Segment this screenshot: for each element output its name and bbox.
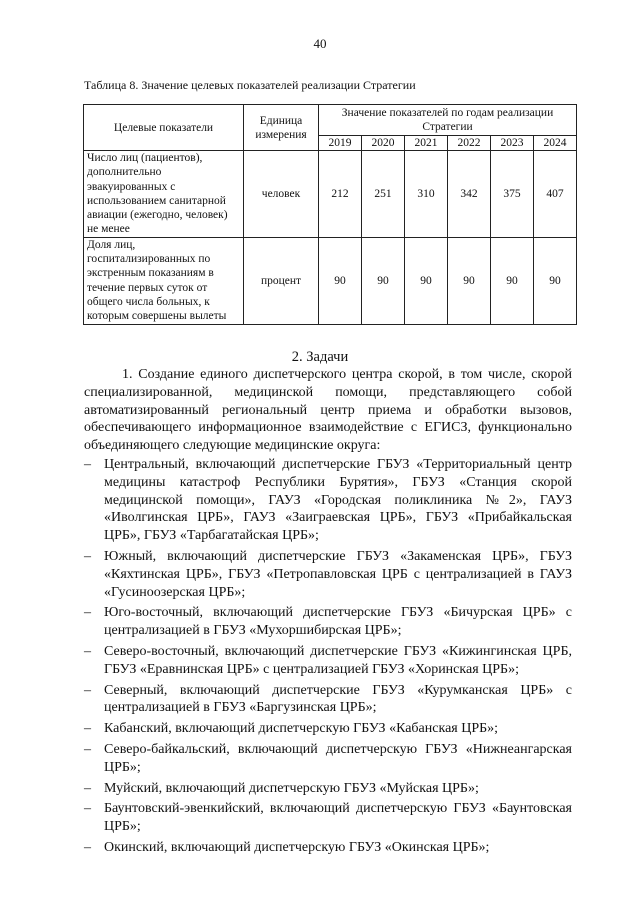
list-item-text: Окинский, включающий диспетчерскую ГБУЗ «Окинская ЦРБ»; bbox=[104, 839, 490, 855]
dash-marker: – bbox=[84, 721, 91, 737]
list-item-text: Северный, включающий диспетчерские ГБУЗ «Курумканская ЦРБ» с централизацией в ГБУЗ «Баргузинская ЦРБ»; bbox=[104, 682, 572, 716]
dash-marker: – bbox=[84, 801, 91, 817]
district-list bbox=[84, 456, 572, 860]
header-year: 2020 bbox=[362, 136, 405, 151]
header-year: 2022 bbox=[448, 136, 491, 151]
list-item-text: Северо-восточный, включающий диспетчерские ГБУЗ «Кижингинская ЦРБ, ГБУЗ «Еравнинская ЦРБ» с централизацией ГБУЗ «Хоринская ЦРБ»; bbox=[104, 643, 572, 677]
row-value: 251 bbox=[362, 151, 405, 238]
dash-marker: – bbox=[84, 780, 91, 796]
row-value: 375 bbox=[491, 151, 534, 238]
header-indicator: Целевые показатели bbox=[84, 105, 244, 151]
table-row bbox=[84, 237, 577, 324]
list-item-text: Центральный, включающий диспетчерские ГБУЗ «Территориальный центр медицины катастроф Республики Бурятия», ГБУЗ «Станция скорой медицинской помощи», ГАУЗ «Городская поликлиника №2», ГАУЗ «Иволгинская ЦРБ», ГАУЗ «Заиграевская ЦРБ», ГБУЗ «Прибайкальская ЦРБ», ГБУЗ «Тарбагатайская ЦРБ»; bbox=[104, 457, 572, 544]
row-indicator: Доля лиц, госпитализированных по экстренным показаниям в течение первых суток от общего числа больных, к которым совершены вылеты bbox=[84, 237, 244, 324]
list-item bbox=[84, 604, 572, 640]
dash-marker: – bbox=[84, 457, 91, 472]
list-item-text: Баунтовский-эвенкийский, включающий диспетчерскую ГБУЗ «Баунтовская ЦРБ»; bbox=[104, 801, 572, 835]
list-item bbox=[84, 839, 572, 857]
header-year: 2023 bbox=[491, 136, 534, 151]
list-item-text: Кабанский, включающий диспетчерскую ГБУЗ «Кабанская ЦРБ»; bbox=[104, 721, 499, 737]
row-value: 342 bbox=[448, 151, 491, 238]
list-item-text: Южный, включающий диспетчерские ГБУЗ «Закаменская ЦРБ», ГБУЗ «Кяхтинская ЦРБ», ГБУЗ «Петропавловская ЦРБ с централизацией в ГАУЗ «Гусиноозерская ЦРБ»; bbox=[104, 548, 572, 600]
row-value: 90 bbox=[448, 237, 491, 324]
section-heading: 2. Задачи bbox=[291, 349, 349, 365]
row-value: 310 bbox=[405, 151, 448, 238]
list-item-text: Северо-байкальский, включающий диспетчерскую ГБУЗ «Нижнеангарская ЦРБ»; bbox=[104, 741, 572, 775]
list-item-text: Муйский, включающий диспетчерскую ГБУЗ «Муйская ЦРБ»; bbox=[104, 780, 479, 796]
row-unit: процент bbox=[244, 237, 319, 324]
list-item-text: Юго-восточный, включающий диспетчерские ГБУЗ «Бичурская ЦРБ» с централизацией в ГБУЗ «Мухоршибирская ЦРБ»; bbox=[104, 605, 572, 639]
list-item bbox=[84, 741, 572, 777]
list-item bbox=[84, 720, 572, 738]
row-value: 90 bbox=[534, 237, 577, 324]
list-item bbox=[84, 800, 572, 836]
header-year: 2019 bbox=[319, 136, 362, 151]
table-caption: Таблица 8. Значение целевых показателей реализации Стратегии bbox=[84, 78, 416, 92]
table-row bbox=[84, 151, 577, 238]
row-indicator: Число лиц (пациентов), дополнительно эвакуированных с использованием санитарной авиации (ежегодно, человек) не менее bbox=[84, 151, 244, 238]
dash-marker: – bbox=[84, 605, 91, 621]
header-year: 2021 bbox=[405, 136, 448, 151]
row-unit: человек bbox=[244, 151, 319, 238]
row-value: 212 bbox=[319, 151, 362, 238]
list-item bbox=[84, 456, 572, 545]
header-unit: Единица измерения bbox=[244, 105, 319, 151]
header-year: 2024 bbox=[534, 136, 577, 151]
dash-marker: – bbox=[84, 682, 91, 698]
row-value: 407 bbox=[534, 151, 577, 238]
row-value: 90 bbox=[491, 237, 534, 324]
header-values-group: Значение показателей по годам реализации Стратегии bbox=[319, 105, 577, 136]
list-item bbox=[84, 682, 572, 718]
dash-marker: – bbox=[84, 839, 91, 855]
row-value: 90 bbox=[362, 237, 405, 324]
page-number: 40 bbox=[313, 36, 327, 51]
list-item bbox=[84, 548, 572, 601]
dash-marker: – bbox=[84, 548, 91, 564]
indicators-table bbox=[83, 104, 577, 325]
list-item bbox=[84, 780, 572, 798]
intro-paragraph: 1. Создание единого диспетчерского центра скорой, в том числе, скорой специализированной, медицинской помощи, представляющего собой автоматизированный региональный центр приема и обработки вызовов, обеспечивающего информационное взаимодействие с ЕГИСЗ, функционально объединяющего следующие медицинские округа: bbox=[84, 367, 572, 454]
list-item bbox=[84, 643, 572, 679]
row-value: 90 bbox=[405, 237, 448, 324]
dash-marker: – bbox=[84, 741, 91, 757]
dash-marker: – bbox=[84, 643, 91, 659]
row-value: 90 bbox=[319, 237, 362, 324]
